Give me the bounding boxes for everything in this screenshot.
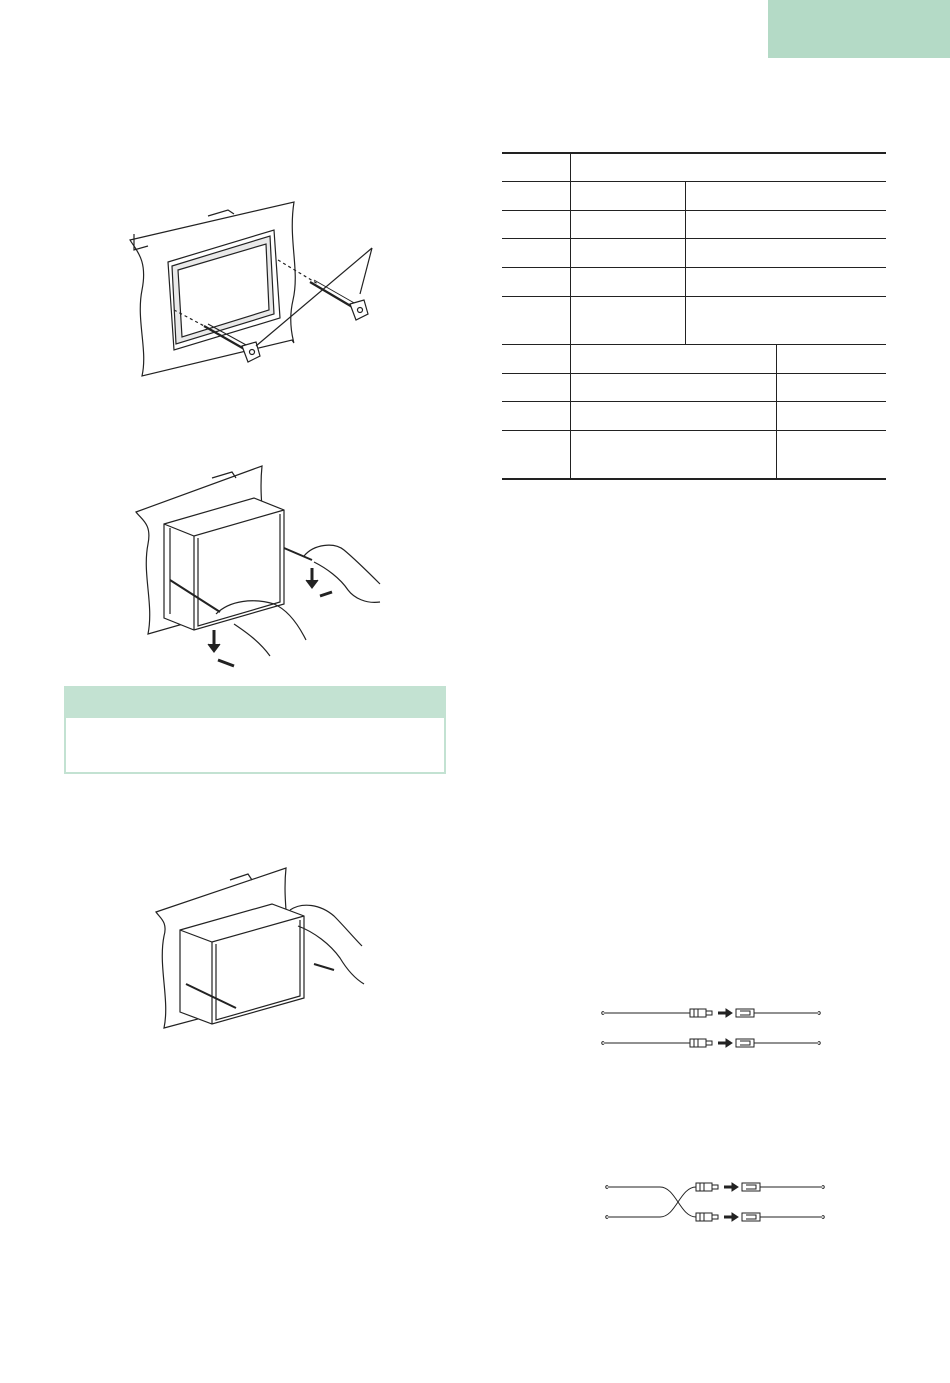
page-tab <box>768 0 950 58</box>
table-cell <box>570 297 685 344</box>
specification-table <box>502 152 886 480</box>
table-cell <box>570 431 776 478</box>
table-header-cell-1 <box>502 154 570 181</box>
table-cell <box>776 345 886 373</box>
table-cell <box>502 374 570 401</box>
table-cell <box>502 268 570 296</box>
table-cell <box>570 239 685 267</box>
unit-removal-pull-keys-illustration <box>134 464 384 674</box>
cable-connector-crossed-pair-illustration <box>604 1176 830 1228</box>
table-cell <box>570 374 776 401</box>
table-cell <box>685 268 886 296</box>
table-cell <box>685 297 886 344</box>
table-cell <box>570 402 776 430</box>
table-cell <box>685 182 886 210</box>
note-title <box>66 688 444 718</box>
table-cell <box>685 239 886 267</box>
table-cell <box>776 431 886 478</box>
table-cell <box>570 182 685 210</box>
unit-withdraw-by-hand-illustration <box>154 866 368 1032</box>
table-cell <box>502 239 570 267</box>
table-cell <box>502 345 570 373</box>
table-cell <box>502 211 570 238</box>
table-cell <box>502 182 570 210</box>
table-cell <box>685 211 886 238</box>
table-header-cell-2 <box>570 154 886 181</box>
note-box <box>64 686 446 774</box>
table-cell <box>570 345 776 373</box>
extraction-keys-insert-illustration <box>128 200 384 380</box>
table-cell <box>502 297 570 344</box>
table-cell <box>776 402 886 430</box>
table-cell <box>502 431 570 478</box>
table-cell <box>502 402 570 430</box>
table-cell <box>776 374 886 401</box>
table-cell <box>570 211 685 238</box>
cable-connector-pair-illustration <box>600 1002 826 1054</box>
note-text <box>66 718 444 734</box>
table-cell <box>570 268 685 296</box>
